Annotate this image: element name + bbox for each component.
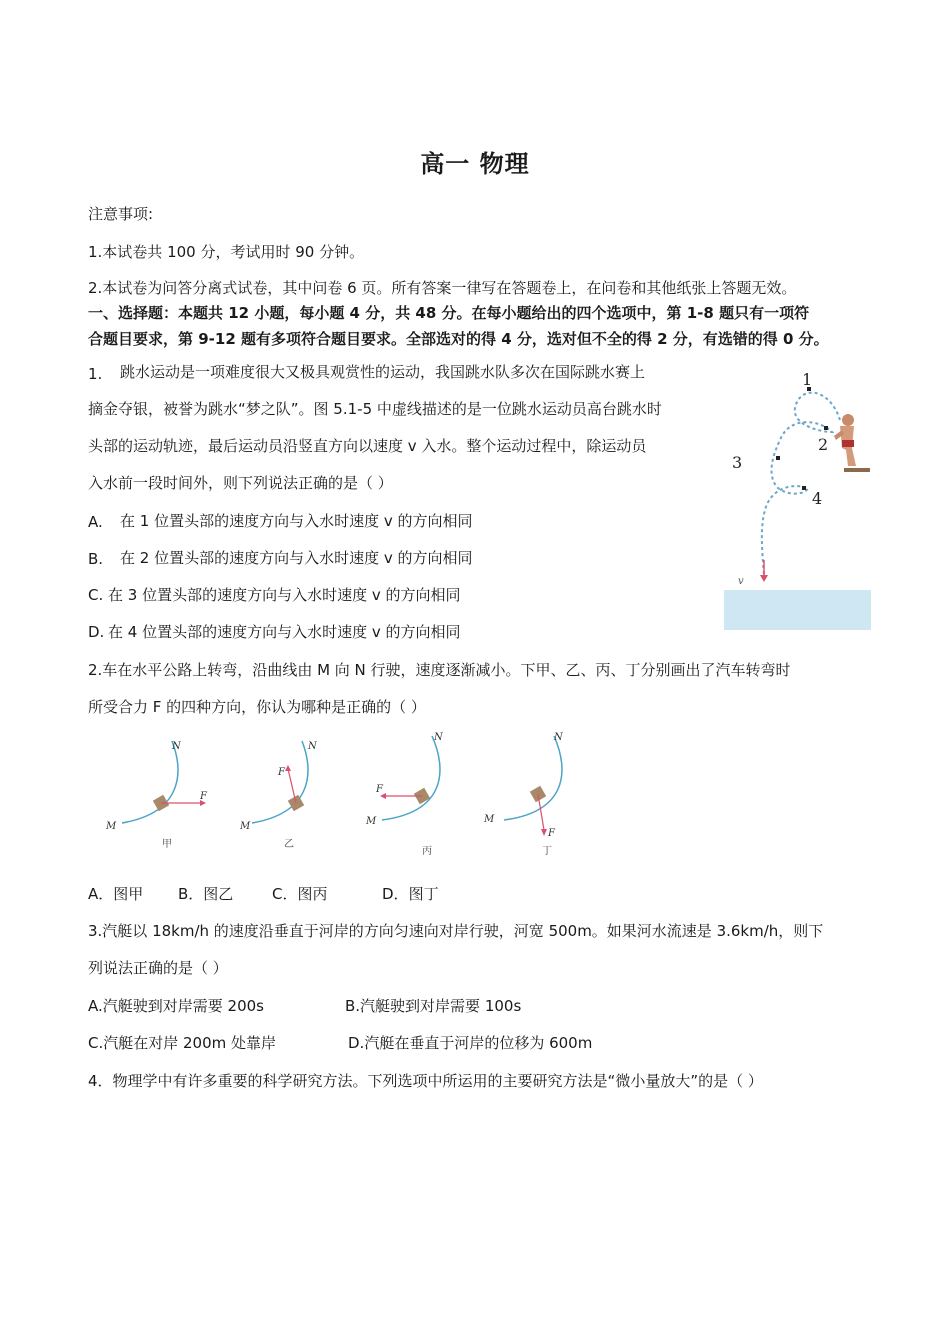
- q2-option-d: [382, 884, 439, 904]
- q3-option-c: C.汽艇在对岸 200m 处靠岸: [88, 1034, 277, 1052]
- q1-line-1: 跳水运动是一项难度很大又极具观赏性的运动，我国跳水队多次在国际跳水赛上: [120, 363, 646, 381]
- position-1-label: 1: [802, 370, 813, 389]
- figure-bing: [360, 730, 480, 860]
- q2-option-b-label: B．: [178, 885, 204, 903]
- entry-velocity-arrowhead: [760, 575, 768, 582]
- figure-caption: 乙: [284, 839, 294, 850]
- q2-option-d-text: 图丁: [408, 885, 439, 903]
- point-n-label: N: [308, 741, 317, 752]
- q3-line-2: 列说法正确的是（ ）: [88, 959, 228, 977]
- point-m-label: M: [484, 814, 495, 825]
- q3-line-1: 3.汽艇以 18km/h 的速度沿垂直于河岸的方向匀速向对岸行驶，河宽 500m。如果河水流速是 3.6km/h，则下: [88, 922, 824, 940]
- point-n-label: N: [434, 732, 443, 743]
- figure-caption: 丙: [422, 846, 432, 857]
- q2-option-b: [178, 884, 233, 904]
- figure-caption: 丁: [542, 846, 552, 857]
- velocity-label: v: [738, 576, 744, 587]
- notice-heading: 注意事项:: [88, 205, 154, 223]
- q4-line: 4．物理学中有许多重要的科学研究方法。下列选项中所运用的主要研究方法是“微小量放大”的是（ ）: [88, 1072, 763, 1090]
- notice-item-1: 1.本试卷共 100 分，考试用时 90 分钟。: [88, 243, 365, 261]
- force-label: F: [548, 828, 555, 839]
- q1-line-2: 摘金夺银，被誉为跳水“梦之队”。图 5.1-5 中虚线描述的是一位跳水运动员高台跳水时: [88, 400, 662, 418]
- q2-option-a-label: A．: [88, 885, 114, 903]
- diver-trajectory-figure: [720, 370, 875, 635]
- force-label: F: [376, 784, 383, 795]
- diver-figure-icon: [834, 414, 856, 466]
- notice-item-2: 2.本试卷为问答分离式试卷，其中问卷 6 页。所有答案一律写在答题卷上，在问卷和其他纸张上答题无效。: [88, 279, 797, 297]
- point-m-label: M: [366, 816, 377, 827]
- figure-ding: [480, 730, 600, 860]
- position-2-label: 2: [818, 435, 829, 454]
- q1-option-b-label: B.: [88, 550, 104, 568]
- figure-yi: [230, 735, 350, 855]
- q2-option-d-label: D．: [382, 885, 409, 903]
- water-surface: [724, 590, 871, 630]
- q3-option-a: A.汽艇驶到对岸需要 200s: [88, 997, 264, 1015]
- section-instructions-line2: 合题目要求，第 9-12 题有多项符合题目要求。全部选对的得 4 分，选对但不全的得 2 分，有选错的得 0 分。: [88, 330, 829, 348]
- q1-option-d-text: 在 4 位置头部的速度方向与入水时速度 v 的方向相同: [108, 623, 461, 641]
- position-2-marker: [824, 426, 828, 430]
- q3-option-b: B.汽艇驶到对岸需要 100s: [345, 997, 522, 1015]
- q1-option-a-label: A.: [88, 513, 103, 531]
- q2-option-a: [88, 884, 143, 904]
- position-3-marker: [776, 456, 780, 460]
- q2-option-c-label: C．: [272, 885, 298, 903]
- page-title: 高一 物理: [420, 150, 530, 178]
- q2-option-c: [272, 884, 328, 904]
- q1-line-3: 头部的运动轨迹，最后运动员沿竖直方向以速度 v 入水。整个运动过程中，除运动员: [88, 437, 647, 455]
- q1-option-c-label: C.: [88, 586, 104, 604]
- q2-option-a-text: 图甲: [113, 885, 144, 903]
- force-arrow: [538, 794, 544, 830]
- diving-platform: [844, 468, 870, 472]
- force-arrow: [288, 769, 296, 803]
- point-n-label: N: [554, 732, 563, 743]
- q1-number: 1.: [88, 365, 103, 383]
- q1-option-a-text: 在 1 位置头部的速度方向与入水时速度 v 的方向相同: [120, 512, 473, 530]
- q1-line-4: 入水前一段时间外，则下列说法正确的是（ ）: [88, 474, 393, 492]
- figure-jia: [100, 735, 220, 855]
- path-curve: [382, 736, 440, 820]
- q2-option-c-text: 图丙: [297, 885, 328, 903]
- q1-option-b-text: 在 2 位置头部的速度方向与入水时速度 v 的方向相同: [120, 549, 473, 567]
- q1-option-d-label: D.: [88, 623, 105, 641]
- path-curve: [504, 736, 562, 820]
- point-m-label: M: [106, 821, 117, 832]
- section-instructions-line1: 一、选择题：本题共 12 小题，每小题 4 分，共 48 分。在每小题给出的四个选项中，第 1-8 题只有一项符: [88, 304, 810, 322]
- force-label: F: [200, 791, 207, 802]
- figure-caption: 甲: [162, 839, 172, 850]
- position-4-label: 4: [812, 489, 823, 508]
- force-label: F: [278, 767, 285, 778]
- q3-option-d: D.汽艇在垂直于河岸的位移为 600m: [348, 1034, 593, 1052]
- point-m-label: M: [240, 821, 251, 832]
- position-4-marker: [802, 486, 806, 490]
- position-3-label: 3: [732, 453, 743, 472]
- point-n-label: N: [172, 741, 181, 752]
- path-curve: [122, 741, 178, 823]
- trajectory-dashed-line: [762, 393, 840, 575]
- q1-option-c-text: 在 3 位置头部的速度方向与入水时速度 v 的方向相同: [108, 586, 461, 604]
- q2-line-2: 所受合力 F 的四种方向，你认为哪种是正确的（ ）: [88, 698, 426, 716]
- path-curve: [252, 741, 308, 823]
- q2-line-1: 2.车在水平公路上转弯，沿曲线由 M 向 N 行驶，速度逐渐减小。下甲、乙、丙、丁分别画出了汽车转弯时: [88, 661, 791, 679]
- q2-option-b-text: 图乙: [203, 885, 234, 903]
